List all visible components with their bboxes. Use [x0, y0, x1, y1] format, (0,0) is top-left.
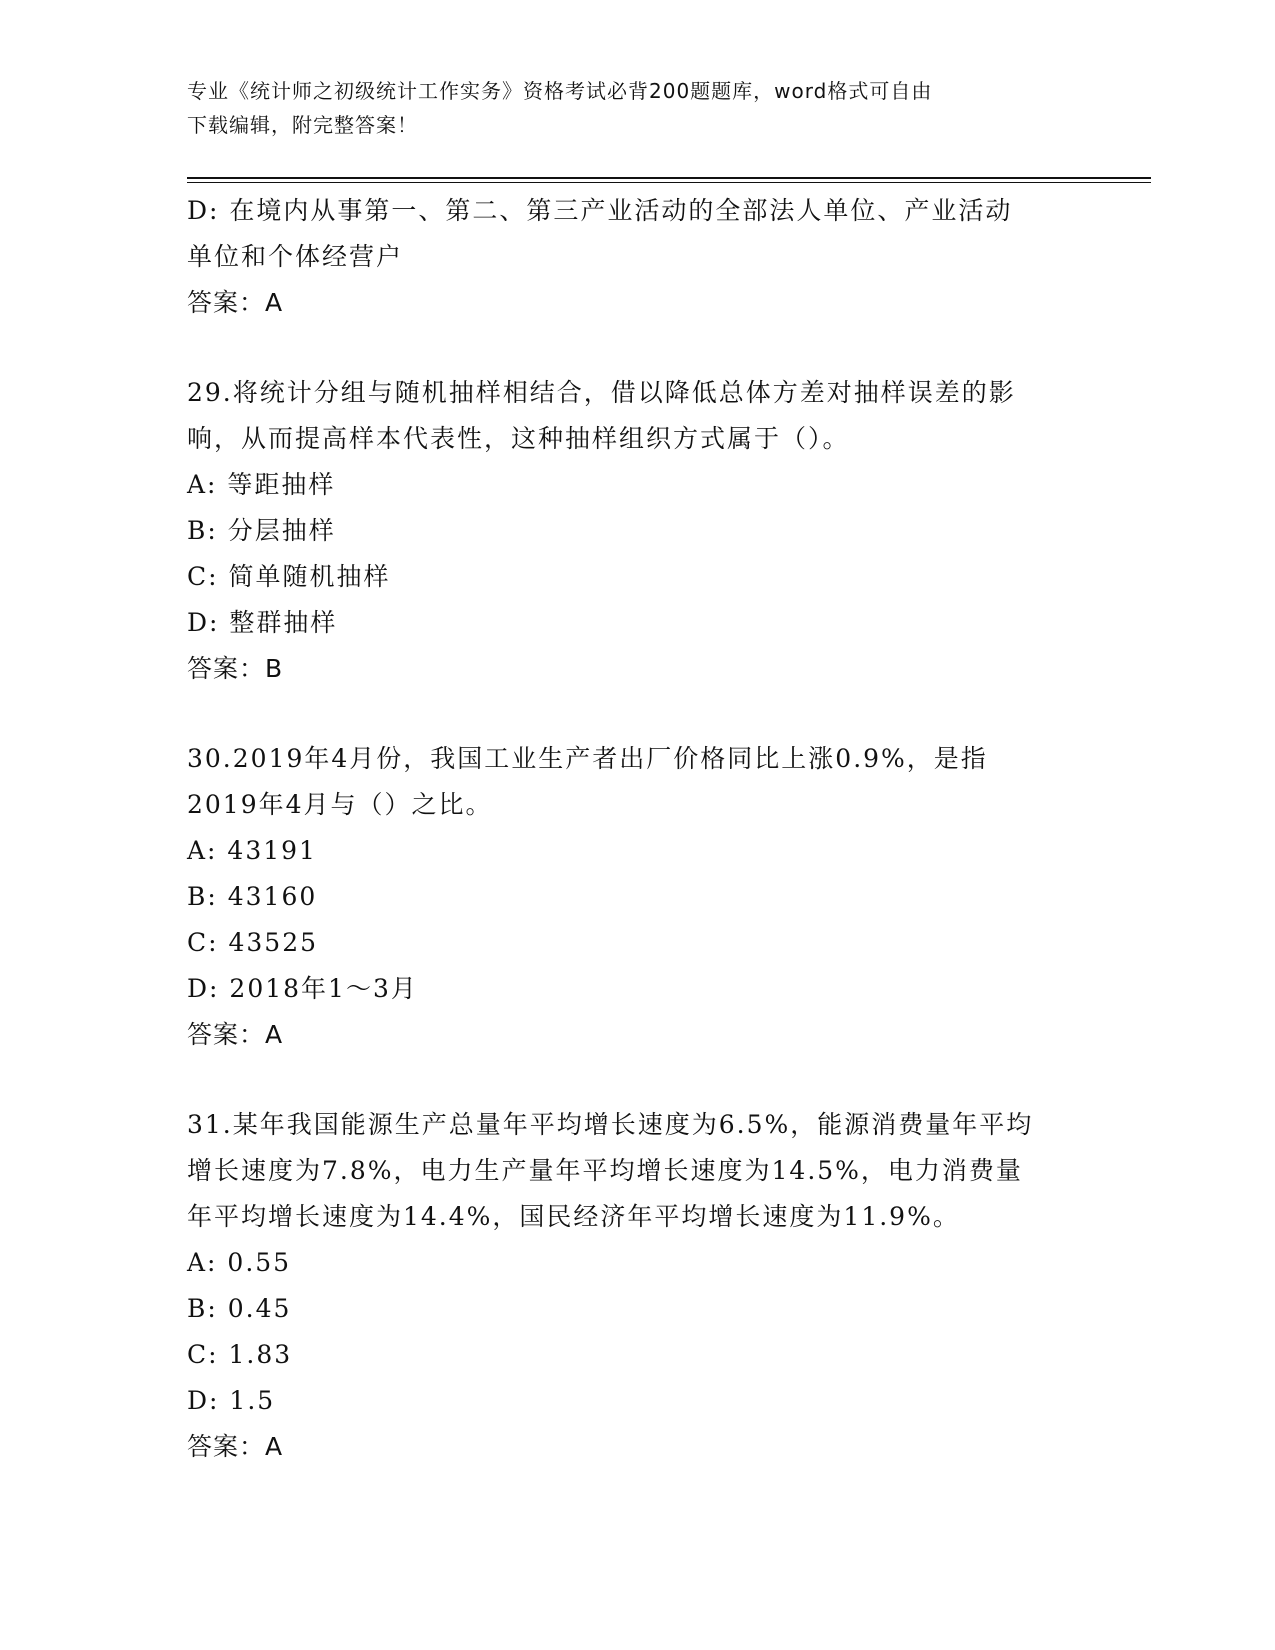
question-28-tail	[187, 188, 1087, 326]
question-stem-line: 31.某年我国能源生产总量年平均增长速度为6.5%，能源消费量年平均	[187, 1110, 1034, 1139]
option-d-line-1: D: 在境内从事第一、第二、第三产业活动的全部法人单位、产业活动	[187, 196, 1013, 225]
spacer	[187, 1058, 1087, 1102]
header-rule-thick	[187, 177, 1151, 179]
question-stem-line: 29.将统计分组与随机抽样相结合，借以降低总体方差对抽样误差的影	[187, 378, 1016, 407]
header-rule-thin	[187, 182, 1151, 183]
option-a: A: 等距抽样	[187, 470, 336, 499]
answer-label: 答案：A	[187, 288, 284, 317]
question-stem-line: 响，从而提高样本代表性，这种抽样组织方式属于（）。	[187, 424, 850, 453]
question-29	[187, 370, 1087, 692]
option-c: C: 1.83	[187, 1340, 293, 1369]
option-a: A: 0.55	[187, 1248, 292, 1277]
header-line-1: 专业《统计师之初级统计工作实务》资格考试必背200题题库，word格式可自由	[187, 79, 933, 103]
question-30	[187, 736, 1087, 1058]
option-d: D: 2018年1～3月	[187, 974, 418, 1003]
question-stem-line: 2019年4月与（）之比。	[187, 790, 493, 819]
answer-label: 答案：A	[187, 1432, 284, 1461]
option-b: B: 分层抽样	[187, 516, 336, 545]
question-stem-line: 增长速度为7.8%，电力生产量年平均增长速度为14.5%，电力消费量	[187, 1156, 1023, 1185]
question-31	[187, 1102, 1087, 1470]
spacer	[187, 692, 1087, 736]
option-d: D: 1.5	[187, 1386, 276, 1415]
question-stem-line: 30.2019年4月份，我国工业生产者出厂价格同比上涨0.9%，是指	[187, 744, 988, 773]
option-d-line-2: 单位和个体经营户	[187, 242, 404, 271]
question-content	[187, 188, 1087, 1470]
option-d: D: 整群抽样	[187, 608, 338, 637]
answer-label: 答案：A	[187, 1020, 284, 1049]
option-c: C: 43525	[187, 928, 319, 957]
header-line-2: 下载编辑，附完整答案！	[187, 113, 418, 137]
spacer	[187, 326, 1087, 370]
option-b: B: 43160	[187, 882, 318, 911]
option-a: A: 43191	[187, 836, 317, 865]
option-c: C: 简单随机抽样	[187, 562, 391, 591]
question-stem-line: 年平均增长速度为14.4%，国民经济年平均增长速度为11.9%。	[187, 1202, 960, 1231]
document-header	[187, 74, 1087, 142]
answer-label: 答案：B	[187, 654, 284, 683]
option-b: B: 0.45	[187, 1294, 292, 1323]
